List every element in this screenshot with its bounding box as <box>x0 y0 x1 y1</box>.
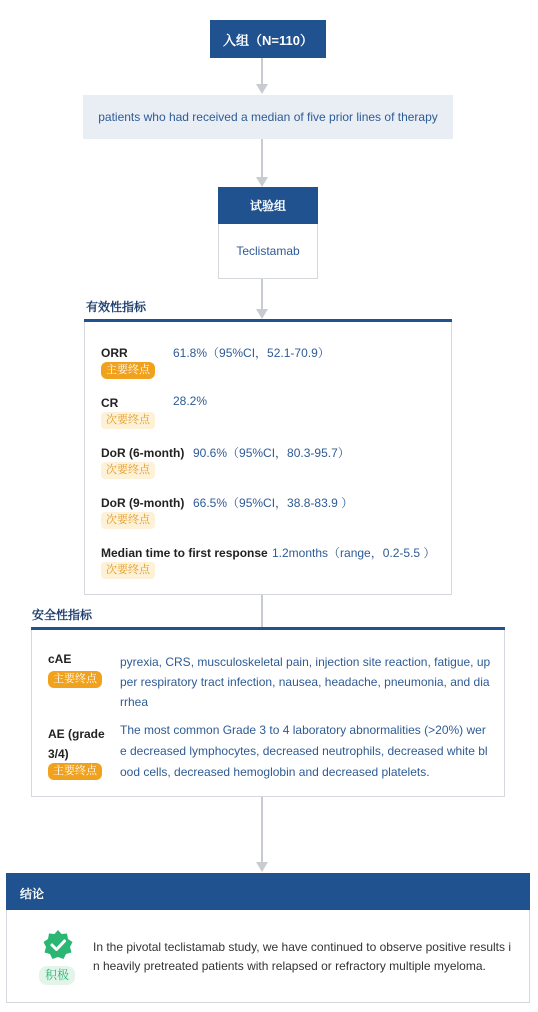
arrow-down-icon <box>256 309 268 319</box>
safety-description <box>120 652 492 712</box>
conclusion-title: 结论 <box>20 887 45 901</box>
conclusion-line: In the pivotal teclistamab study, we have continued to observe positive results i <box>93 940 512 954</box>
efficacy-label: ORR <box>101 346 128 360</box>
connector-line <box>261 796 263 862</box>
secondary-endpoint-badge: 次要终点 <box>101 462 155 479</box>
secondary-endpoint-badge: 次要终点 <box>101 412 155 429</box>
arrow-down-icon <box>256 862 268 872</box>
efficacy-value: 90.6%（95%CI，80.3-95.7） <box>193 446 350 460</box>
efficacy-label: CR <box>101 396 119 410</box>
arm-drug: Teclistamab <box>236 244 300 258</box>
connector-line <box>261 278 263 312</box>
secondary-endpoint-badge: 次要终点 <box>101 562 155 579</box>
conclusion-header <box>6 873 530 910</box>
shield-check-icon <box>41 928 75 962</box>
efficacy-label: DoR (9-month) <box>101 496 185 510</box>
efficacy-value: 66.5%（95%CI，38.8-83.9 ） <box>193 496 354 510</box>
efficacy-title: 有效性指标 <box>86 300 147 314</box>
safety-label-line: AE (grade <box>48 727 105 741</box>
safety-title: 安全性指标 <box>32 608 93 622</box>
efficacy-value: 61.8%（95%CI，52.1-70.9） <box>173 346 330 360</box>
safety-desc-line: The most common Grade 3 to 4 laboratory abnormalities (>20%) wer <box>120 723 486 737</box>
arrow-down-icon <box>256 177 268 187</box>
safety-label-line: 3/4) <box>48 747 69 761</box>
primary-endpoint-badge: 主要终点 <box>101 362 155 379</box>
connector-line <box>261 139 263 177</box>
population-box <box>83 95 453 139</box>
safety-description <box>120 720 492 783</box>
connector-line <box>261 58 263 84</box>
arm-title: 试验组 <box>249 199 286 213</box>
efficacy-value: 28.2% <box>173 394 208 408</box>
efficacy-value: 1.2months（range，0.2-5.5 ） <box>272 546 436 560</box>
arm-header <box>218 187 318 224</box>
conclusion-line: n heavily pretreated patients with relapsed or refractory multiple myeloma. <box>93 959 486 973</box>
positive-badge: 积极 <box>39 966 75 985</box>
conclusion-body <box>6 910 530 1003</box>
safety-desc-line: rrhea <box>120 695 149 709</box>
primary-endpoint-badge: 主要终点 <box>48 671 102 688</box>
enrollment-box <box>210 20 326 58</box>
safety-desc-line: e decreased lymphocytes, decreased neutrophils, decreased white bl <box>120 744 488 758</box>
efficacy-label: DoR (6-month) <box>101 446 185 460</box>
population-text: patients who had received a median of five prior lines of therapy <box>98 110 438 124</box>
conclusion-text <box>93 938 523 976</box>
enrollment-label: 入组（N=110） <box>223 32 313 48</box>
connector-line <box>261 594 263 628</box>
safety-desc-line: per respiratory tract infection, nausea, headache, pneumonia, and dia <box>120 675 490 689</box>
safety-panel <box>31 630 505 797</box>
arrow-down-icon <box>256 84 268 94</box>
safety-desc-line: pyrexia, CRS, musculoskeletal pain, injection site reaction, fatigue, up <box>120 655 491 669</box>
secondary-endpoint-badge: 次要终点 <box>101 512 155 529</box>
arm-body <box>218 224 318 279</box>
primary-endpoint-badge: 主要终点 <box>48 763 102 780</box>
safety-desc-line: ood cells, decreased hemoglobin and decreased platelets. <box>120 765 430 779</box>
safety-label: cAE <box>48 652 72 666</box>
safety-label <box>48 724 105 764</box>
efficacy-panel <box>84 322 452 595</box>
efficacy-label: Median time to first response <box>101 546 268 560</box>
